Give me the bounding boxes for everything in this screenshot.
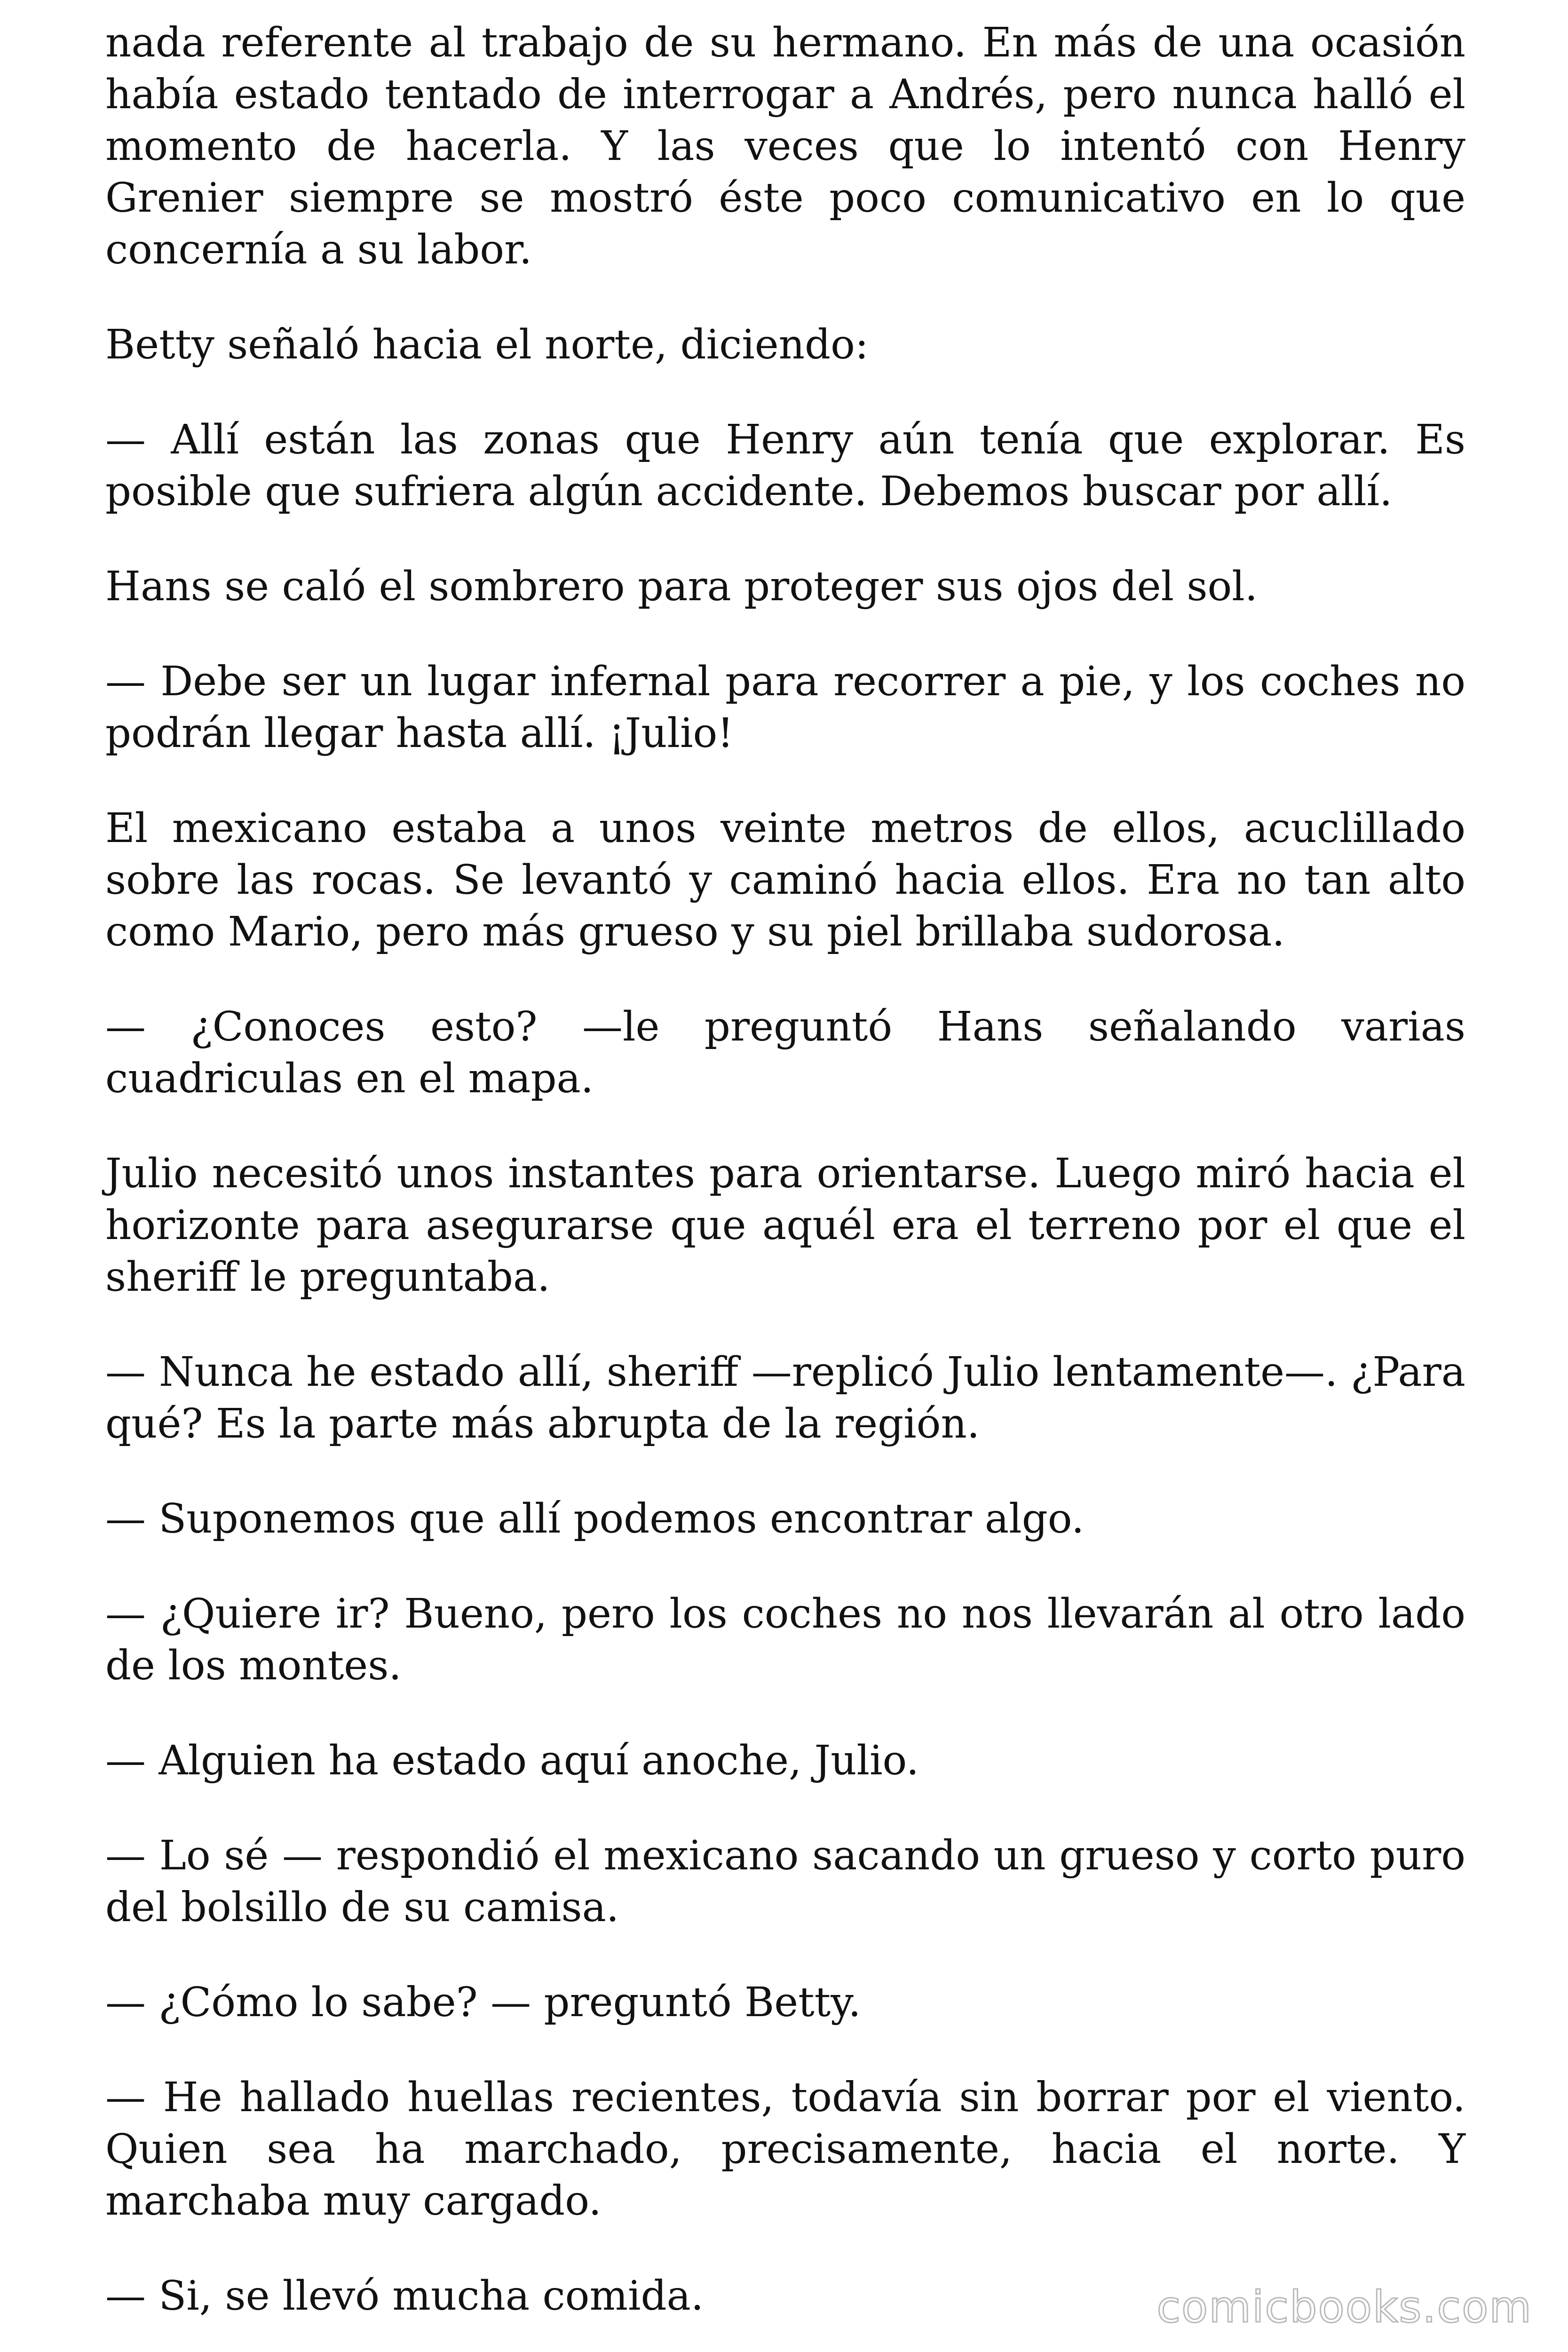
paragraph-12: — Alguien ha estado aquí anoche, Julio. — [105, 1737, 919, 1784]
paragraph-14: — ¿Cómo lo sabe? — preguntó Betty. — [105, 1979, 861, 2026]
paragraph-8: Julio necesitó unos instantes para orientarse. Luego miró hacia el horizonte para asegurarse que aquél era el terreno por el que el sheriff le preguntaba. — [105, 1150, 1465, 1301]
paragraph-6: El mexicano estaba a unos veinte metros de ellos, acuclillado sobre las rocas. Se levantó y caminó hacia ellos. Era no tan alto como Mario, pero más grueso y su piel brillaba sudorosa. — [105, 805, 1465, 955]
watermark: comicbooks.com — [1156, 2282, 1532, 2332]
paragraph-9: — Nunca he estado allí, sheriff —replicó Julio lentamente—. ¿Para qué? Es la parte más abrupta de la región. — [105, 1349, 1465, 1447]
paragraph-11: — ¿Quiere ir? Bueno, pero los coches no nos llevarán al otro lado de los montes. — [105, 1590, 1465, 1689]
paragraph-3: — Allí están las zonas que Henry aún tenía que explorar. Es posible que sufriera algún accidente. Debemos buscar por allí. — [105, 416, 1465, 515]
paragraph-13: — Lo sé — respondió el mexicano sacando un grueso y corto puro del bolsillo de su camisa. — [105, 1832, 1465, 1931]
page-body — [105, 17, 1465, 2352]
paragraph-1: nada referente al trabajo de su hermano. En más de una ocasión había estado tentado de interrogar a Andrés, pero nunca halló el momento de hacerla. Y las veces que lo intentó con Henry Grenier siempre se mostró éste poco comunicativo en lo que concernía a su labor. — [105, 19, 1465, 273]
paragraph-2: Betty señaló hacia el norte, diciendo: — [105, 321, 869, 368]
paragraph-15: — He hallado huellas recientes, todavía sin borrar por el viento. Quien sea ha marchado, precisamente, hacia el norte. Y marchaba muy cargado. — [105, 2074, 1465, 2225]
paragraph-16: — Si, se llevó mucha comida. — [105, 2273, 704, 2320]
paragraph-5: — Debe ser un lugar infernal para recorrer a pie, y los coches no podrán llegar hasta allí. ¡Julio! — [105, 658, 1465, 757]
paragraph-10: — Suponemos que allí podemos encontrar algo. — [105, 1495, 1085, 1542]
paragraph-7: — ¿Conoces esto? —le preguntó Hans señalando varias cuadriculas en el mapa. — [105, 1003, 1465, 1102]
paragraph-4: Hans se caló el sombrero para proteger sus ojos del sol. — [105, 563, 1258, 610]
